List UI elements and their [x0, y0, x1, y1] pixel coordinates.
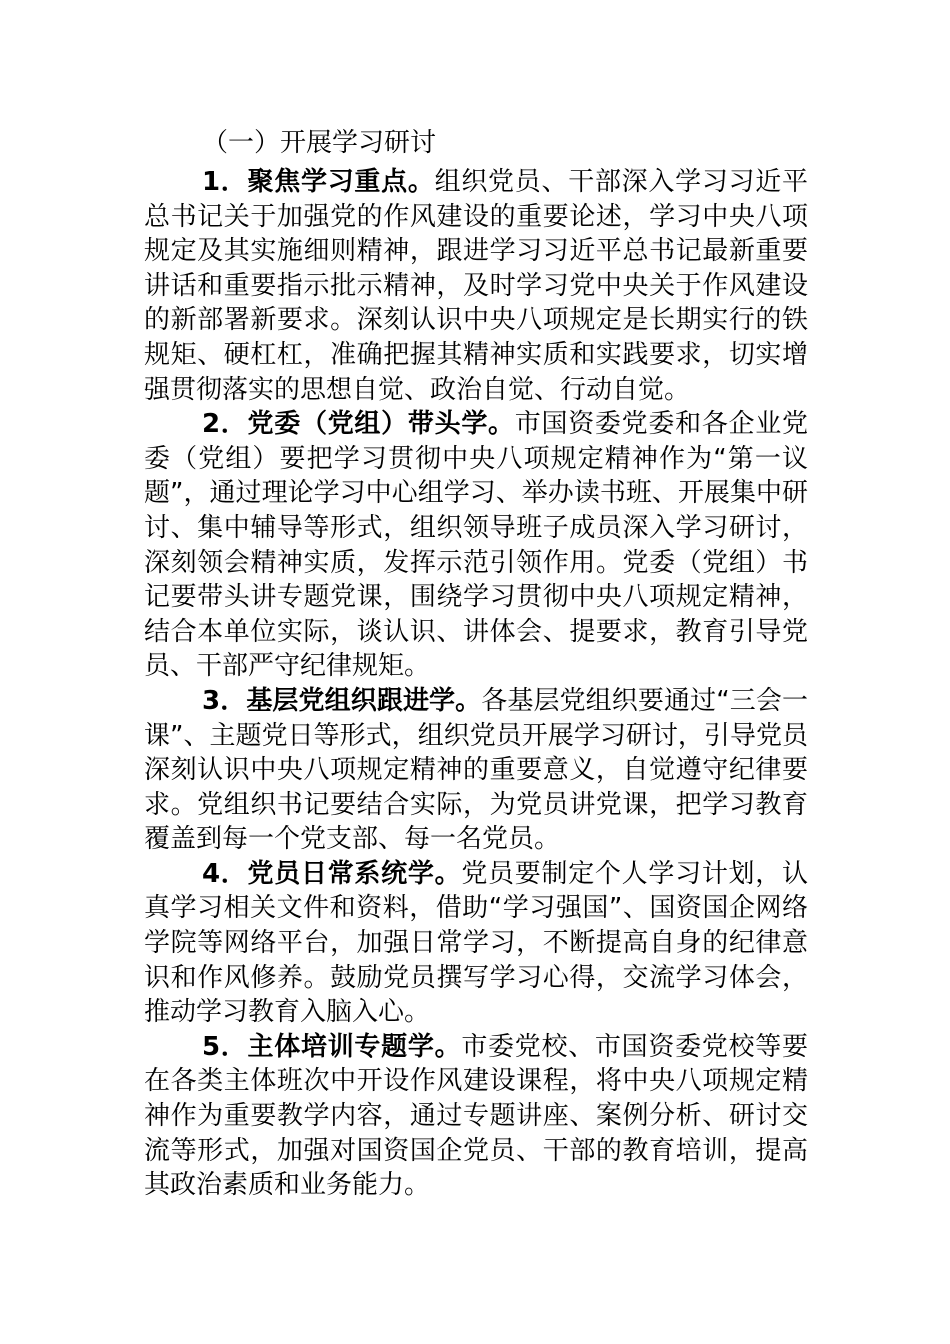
paragraph-body: 市委党校、市国资委党校等要在各类主体班次中开设作风建设课程，将中央八项规定精神作为重要教学内容，通过专题讲座、案例分析、研讨交流等形式，加强对国资国企党员、干部的教育培训，提高其政治素质和业务能力。	[144, 1031, 808, 1201]
paragraph-title: 主体培训专题学。	[247, 1031, 462, 1062]
paragraph-number: 3．	[202, 685, 247, 716]
paragraph-body: 市国资委党委和各企业党委（党组）要把学习贯彻中央八项规定精神作为“第一议题”，通过理论学习中心组学习、举办读书班、开展集中研讨、集中辅导等形式，组织领导班子成员深入学习研讨，深刻领会精神实质，发挥示范引领作用。党委（党组）书记要带头讲专题党课，围绕学习贯彻中央八项规定精神，结合本单位实际，谈认识、讲体会、提要求，教育引导党员、干部严守纪律规矩。	[144, 409, 808, 682]
paragraph-number: 4．	[202, 858, 248, 889]
paragraph-body: 组织党员、干部深入学习习近平总书记关于加强党的作风建设的重要论述，学习中央八项规定及其实施细则精神，跟进学习习近平总书记最新重要讲话和重要指示批示精神，及时学习党中央关于作风建设的新部署新要求。深刻认识中央八项规定是长期实行的铁规矩、硬杠杠，准确把握其精神实质和实践要求，切实增强贯彻落实的思想自觉、政治自觉、行动自觉。	[144, 167, 808, 405]
paragraph-title: 党委（党组）带头学。	[247, 409, 515, 440]
paragraph-number: 1．	[202, 167, 248, 197]
paragraph-5	[144, 1030, 808, 1203]
paragraph-body: 各基层党组织要通过“三会一课”、主题党日等形式，组织党员开展学习研讨，引导党员深刻认识中央八项规定精神的重要意义，自觉遵守纪律要求。党组织书记要结合实际，为党员讲党课，把学习教育覆盖到每一个党支部、每一名党员。	[144, 685, 808, 855]
paragraph-3	[144, 684, 808, 857]
paragraph-title: 聚焦学习重点。	[247, 167, 435, 197]
paragraph-4	[144, 857, 808, 1030]
paragraph-title: 党员日常系统学。	[247, 858, 462, 889]
paragraph-2	[144, 407, 808, 684]
paragraph-1	[144, 165, 808, 407]
paragraph-number: 2．	[202, 409, 248, 440]
paragraph-number: 5．	[202, 1031, 248, 1062]
section-heading: （一）开展学习研讨	[202, 128, 437, 158]
paragraph-body: 党员要制定个人学习计划，认真学习相关文件和资料，借助“学习强国”、国资国企网络学院等网络平台，加强日常学习，不断提高自身的纪律意识和作风修养。鼓励党员撰写学习心得，交流学习体会，推动学习教育入脑入心。	[144, 858, 808, 1028]
document-page	[144, 126, 808, 1203]
paragraph-title: 基层党组织跟进学。	[246, 685, 482, 716]
